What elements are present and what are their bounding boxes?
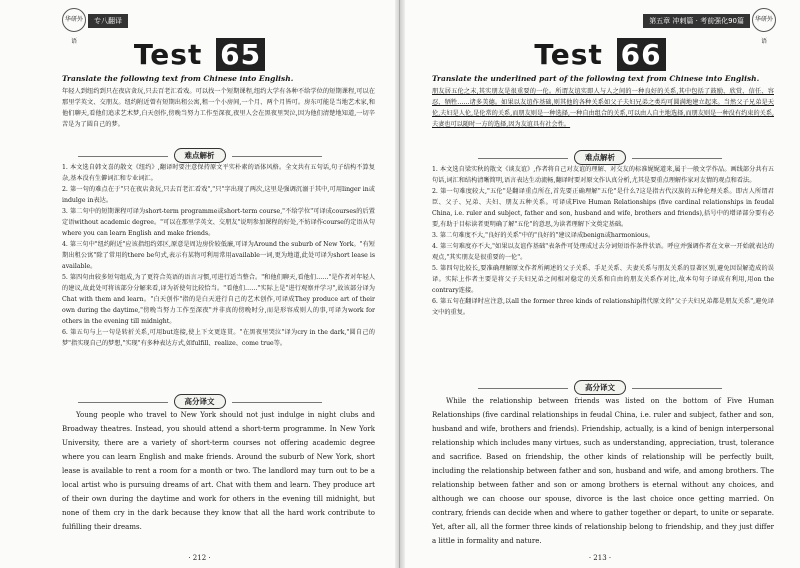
instruction-right: Translate the underlined part of the following text from Chinese into English.: [432, 74, 760, 83]
source-text-right: 朋友居五伦之末,其实朋友是很重要的一伦。所谓友谊实即人与人之间的一种良好的关系,其中包括了鼓励、欣赏、信任、容忍、牺牲……诸多美德。如果以友谊作基础,则其他的各种关系如父子夫妇兄弟之类均可圆满地建立起来。当然父子兄弟是天伦,夫妇是人伦,是伦常的关系,而朋友则是一种选择,一种自由组合的关系,可以由人自主地选择,而朋友则是一种没有约束的关系,夫妻也可以随时一方的选择,因为友谊具有社会性。: [432, 88, 774, 128]
translation-left: Young people who travel to New York should not just indulge in night clubs and Broadway theatres. Instead, you should attend a short-term programme. In New York University, there are a variety of short-term courses not offering academic degree where you can learn English and make friends. Around the suburb of New York, short lease is available to rent a room for a month or two. The landlord may turn out to be a local artist who is pursuing dreams of art. Chat with them and learn. They produce art of their own during the daytime and work for others in the evening till midnight, but none of them cry in the dark because they know that all the hard work contribute to fulfilling their dreams.: [62, 411, 375, 531]
note-item: 3. 第二句难度不大,"良好的关系"中的"良好的"建议译成benign或harmonious。: [432, 232, 655, 239]
title-number: 65: [216, 38, 265, 71]
book-gutter: [395, 0, 405, 568]
note-item: 6. 第五句与上一句是转折关系,可用but连接,使上下文更连贯。"在黑夜里哭泣"译为cry in the dark,"圆自己的梦"指实现自己的梦想,"实现"有多种表达方式,如fulfill、realize、come true等。: [62, 329, 375, 347]
page-number-left: · 212 ·: [188, 554, 211, 562]
section-head-analysis-left: 难点解析: [0, 148, 399, 163]
title-word: Test: [534, 38, 603, 71]
chapter-tag-right: 第五章 冲刺篇 · 考前强化90篇: [643, 14, 750, 28]
note-item: 5. 第四句由较多短句组成,为了更符合英语的语言习惯,可进行适当整合。"和他们聊天,看他们……"是作者对年轻人的建议,故此处可将该部分分解来看,译为祈使句比较恰当。"看他们……"实际上是"进行观察并学习",故该部分译为Chat with them and learn。"白天创作"指的是白天进行自己的艺术创作,可译成They produce art of their own during the daytime,"傍晚当努力工作至深夜"并非真的傍晚时分,而是形容成则人的事,可译为work for others in the evening till midnight。: [62, 274, 375, 325]
section-head-translation-right: 高分译文: [400, 380, 800, 395]
publisher-logo-left: 华研外语: [62, 8, 86, 32]
note-item: 5. 第四句比较长,要准确理解原文作者所阐述的父子关系、手足关系、夫妻关系与朋友关系的显著区别,避免因误解造成的误译。实际上作者主要是将父子夫妇兄弟之间相对稳定的关系和自由的朋友关系作对比,故本句句子译成有利用,用on the contrary连接。: [432, 265, 774, 294]
right-page: [400, 0, 800, 568]
section-head-translation-left: 高分译文: [0, 394, 399, 409]
source-text-left: 年轻人到纽约到只在夜店贪玩,只去百老汇看戏。可以找一个短期课程,纽约大学有各种不给学位的短期课程,可以在那里学英文、交朋友。纽约附近曾有短期出租公寓,租一个小房间,一个月、两个月皆可。房东可能是当地艺术家,和他们聊天,看他们追求艺术梦,白天创作,傍晚当努力工作至深夜,夜里人会在黑夜里哭泣,因为他们清楚地知道,一切辛苦是为了圆自己的梦。: [62, 88, 375, 128]
instruction-left: Translate the following text from Chinese into English.: [62, 74, 294, 83]
note-item: 4. 第三句难度亦不大,"如果以友谊作基础"表条件可处理成过去分词短语作条件状语。呼应并强调作者在文章一开始就表达的观点,"其实朋友是很重要的一伦"。: [432, 243, 774, 261]
notes-left: [62, 162, 375, 349]
translation-right: While the relationship between friends was listed on the bottom of Five Human Relationships (five cardinal relationships in feudal China, i.e. ruler and subject, father and son, husband and wife, brothers and friends). Friendship, actually, is a kind of benign interpersonal relationship which includes many virtues, such as understanding, appreciation, trust, tolerance and sacrifice. Based on friendship, the other kinds of relationship will be perfectly built, including the relationship between father and son, husband and wife, and among brothers. The relationship between father and son or among brothers is eternal without any choices, and although we can choose our spouse, divorce is the last choice once getting married. On contrary, friends can decide when and where to gather together or depart, to unite or separate. Yet, after all, all the former three kinds of relationship belong to friendship, and they just differ a little in formality and nature.: [432, 397, 774, 545]
note-item: 4. 第三句中"纽约附近"应该指纽约郊区,原意是周边房价较低廉,可译为Around the suburb of New York。"有短期出租公寓"除了常用的there be句式,表示有某物可利用常用available一词,更为地道,此处可译为short lease is available。: [62, 241, 375, 270]
note-item: 1. 本文选自韩文喜的散文《纽约》,翻译时要注意保持原文平实朴素的语体风格。全文共有五句话,句子结构不算复杂,基本没有生僻词汇和专业词汇。: [62, 164, 375, 182]
test-title-right: [400, 38, 800, 71]
note-item: 6. 第五句在翻译时应注意,以all the former three kinds of relationship指代原文的"父子夫妇兄弟都是朋友关系",避免译文中的重复。: [432, 298, 774, 316]
notes-right: [432, 164, 774, 318]
note-item: 1. 本文选自梁实秋的散文《谈友谊》,作者将自己对友谊的理解、对交友的标准娓娓道来,属于一般文学作品。画线部分共有五句话,词汇和结构清晰简明,语言表达生动流畅,翻译时要对原文作认真分析,尤其是要重点理解作家对友情的观点和看法。: [432, 166, 774, 184]
note-item: 2. 第一句难度较大,"五伦"是翻译重点所在,首先要正确理解"五伦"是什么?这是指古代汉族的五种伦理关系。即古人所谓君臣、父子、兄弟、夫妇、朋友五种关系。可译成Five Human Relationships (five cardinal relationships in feudal China, i.e. ruler and subject, father and son, husband and wife, brothers and friends),括号中的增译部分要有必要,有助于目标读者更明确了解"五伦"的意思,为读者理解下文奠定基础。: [432, 188, 774, 228]
chapter-tag-left: 专八翻译: [88, 14, 128, 28]
note-item: 3. 第二句中的短期课程可译为short-term programme或short-term course,"不给学位"可译成courses的后置定语without academic degree。"可以在那里学英文、交朋友"说明参加课程的好处,不妨译作course的定语从句where you can learn English and make friends。: [62, 208, 375, 237]
title-word: Test: [133, 38, 203, 71]
title-number: 66: [617, 38, 666, 71]
test-title-left: [0, 38, 399, 71]
publisher-logo-right: 华研外语: [752, 8, 776, 32]
note-item: 2. 第一句的难点在于"只在夜店贪玩,只去百老汇看戏","只"字出现了两次,这里是强调沉溺于其中,可用linger in或indulge in表达。: [62, 186, 375, 204]
section-head-analysis-right: 难点解析: [400, 150, 800, 165]
page-number-right: · 213 ·: [588, 554, 612, 562]
